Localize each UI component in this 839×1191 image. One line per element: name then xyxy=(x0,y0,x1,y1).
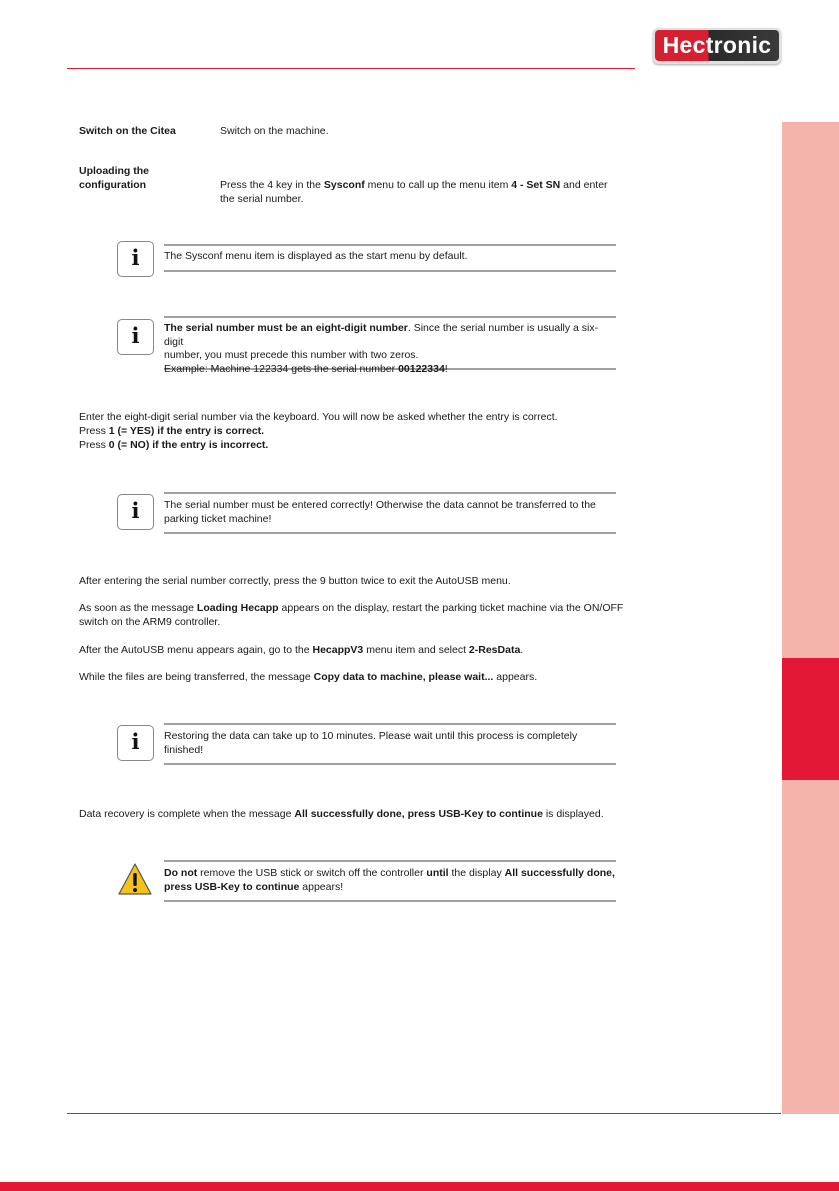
step-exit-autousb: After entering the serial number correctly, press the 9 button twice to exit the AutoUSB menu. xyxy=(79,575,511,587)
upload-text: Press the 4 key in the Sysconf menu to call up the menu item 4 - Set SN and enter xyxy=(220,179,608,191)
step-resdata: After the AutoUSB menu appears again, go to the HecappV3 menu item and select 2-ResData. xyxy=(79,644,524,656)
upload-label-line2: configuration xyxy=(79,179,147,191)
info-icon: i xyxy=(117,494,154,530)
note4-line1: Restoring the data can take up to 10 minutes. Please wait until this process is completely xyxy=(164,730,578,742)
switch-on-label: Switch on the Citea xyxy=(79,125,176,137)
info-icon: i xyxy=(117,725,154,761)
info-icon: i xyxy=(117,241,154,277)
hectronic-logo xyxy=(653,28,781,64)
warning-line1: Do not remove the USB stick or switch off the controller until the display All successfully done, xyxy=(164,867,615,879)
press-no-line: Press 0 (= NO) if the entry is incorrect. xyxy=(79,439,269,451)
logo-part-1: Hec xyxy=(662,32,706,58)
warning-line2: press USB-Key to continue appears! xyxy=(164,880,344,893)
press-yes-line: Press 1 (= YES) if the entry is correct. xyxy=(79,425,265,437)
note3-line1: The serial number must be entered correctly! Otherwise the data cannot be transferred to the xyxy=(164,499,596,511)
info-note-4 xyxy=(117,723,616,765)
warning-icon xyxy=(117,862,153,897)
step-copying: While the files are being transferred, the message Copy data to machine, please wait... appears. xyxy=(79,671,538,683)
info-note-3 xyxy=(117,492,616,534)
note3-line2: parking ticket machine! xyxy=(164,512,272,525)
recovery-complete: Data recovery is complete when the message All successfully done, press USB-Key to continue is displayed. xyxy=(79,808,604,820)
note2-line2: number, you must precede this number with two zeros. xyxy=(164,349,419,361)
logo-part-2: tronic xyxy=(705,32,772,58)
header-divider xyxy=(67,68,635,69)
switch-on-text: Switch on the machine. xyxy=(220,125,329,137)
footer-divider xyxy=(67,1113,781,1114)
note4-line2: finished! xyxy=(164,743,204,756)
note1-text: The Sysconf menu item is displayed as the start menu by default. xyxy=(164,250,468,262)
step-restart-line2: switch on the ARM9 controller. xyxy=(79,616,221,628)
step-restart: As soon as the message Loading Hecapp appears on the display, restart the parking ticket machine via the ON/OFF xyxy=(79,602,624,614)
info-note-1 xyxy=(117,241,616,276)
upload-label-line1: Uploading the xyxy=(79,165,149,177)
chapter-tab-active xyxy=(782,658,839,780)
footer-bar xyxy=(0,1182,839,1191)
info-note-2 xyxy=(117,316,616,375)
note2-line3: Example: Machine 122334 gets the serial number 00122334! xyxy=(164,362,448,375)
upload-text-line2: the serial number. xyxy=(220,193,304,205)
chapter-tab-strip xyxy=(782,122,839,1114)
note2-line1: The serial number must be an eight-digit number. Since the serial number is usually a six-digit xyxy=(164,322,599,348)
entry-instruction: Enter the eight-digit serial number via the keyboard. You will now be asked whether the entry is correct. xyxy=(79,411,558,423)
warning-note xyxy=(117,860,616,902)
info-icon: i xyxy=(117,319,154,355)
